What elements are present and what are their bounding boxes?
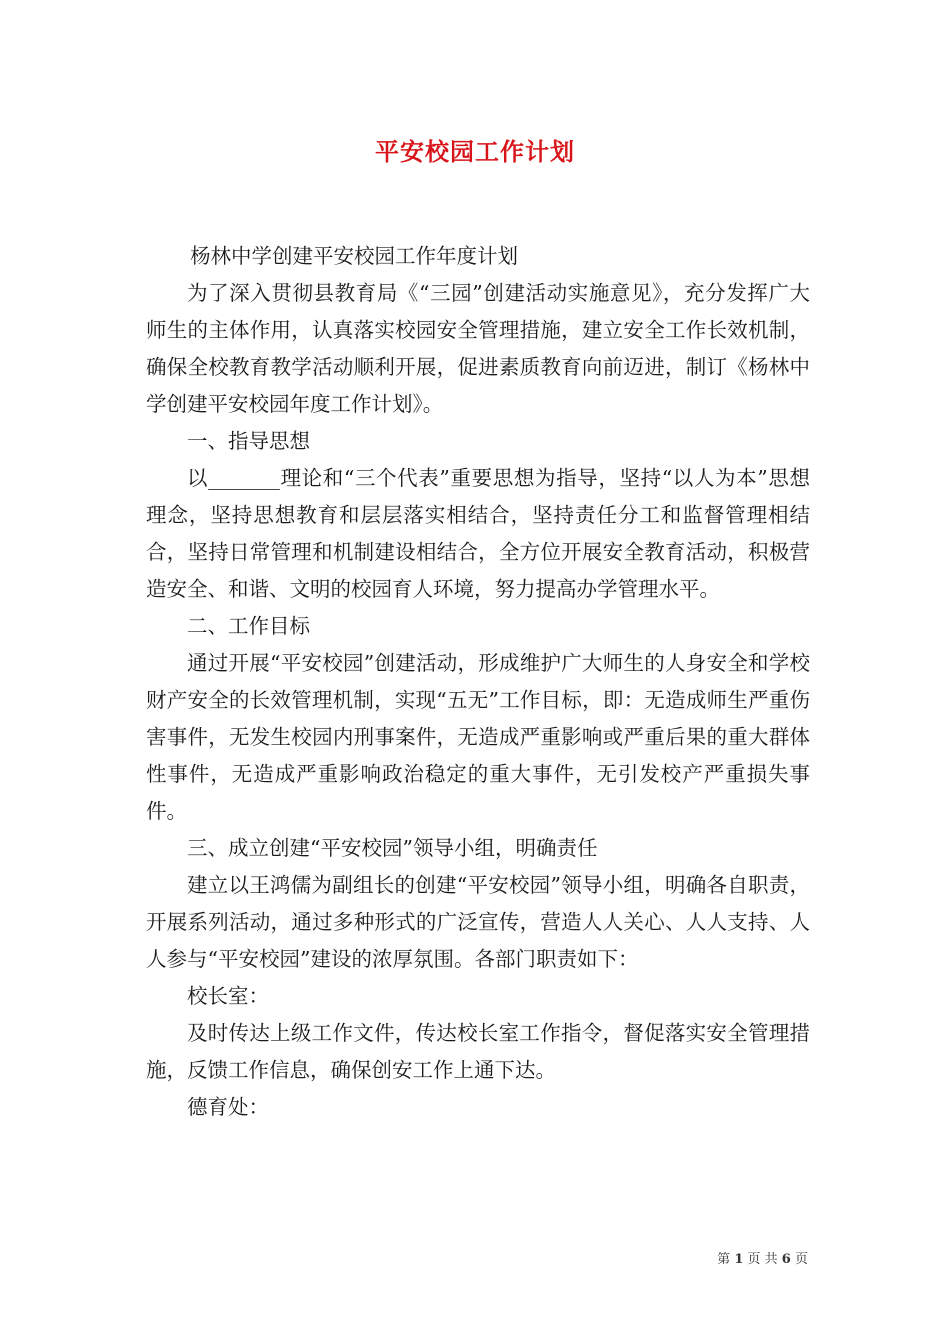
section-heading-guiding-ideology: 一、指导思想 — [187, 429, 310, 453]
current-page-number: 1 — [734, 1252, 744, 1267]
page-title: 平安校园工作计划 — [375, 137, 575, 166]
moral-education-office-heading: 德育处： — [187, 1095, 269, 1119]
principal-office-heading: 校长室： — [187, 984, 269, 1008]
document-body — [146, 238, 810, 1126]
leadership-group-paragraph: 建立以王鸿儒为副组长的创建“平安校园”领导小组，明确各自职责，开展系列活动，通过多种形式的广泛宣传，营造人人关心、人人支持、人人参与“平安校园”建设的浓厚氛围。各部门职责如下： — [146, 873, 810, 971]
intro-paragraph: 为了深入贯彻县教育局《“三园”创建活动实施意见》，充分发挥广大师生的主体作用，认真落实校园安全管理措施，建立安全工作长效机制，确保全校教育教学活动顺利开展，促进素质教育向前迈进，制订《杨林中学创建平安校园年度工作计划》。 — [146, 281, 810, 416]
work-goals-paragraph: 通过开展“平安校园”创建活动，形成维护广大师生的人身安全和学校财产安全的长效管理机制，实现“五无”工作目标，即：无造成师生严重伤害事件，无发生校园内刑事案件，无造成严重影响或严重后果的重大群体性事件，无造成严重影响政治稳定的重大事件，无引发校产严重损失事件。 — [146, 651, 810, 823]
page-footer — [717, 1248, 808, 1267]
footer-suffix: 页 — [794, 1252, 808, 1267]
section-heading-work-goals: 二、工作目标 — [187, 614, 310, 638]
principal-office-paragraph: 及时传达上级工作文件，传达校长室工作指令，督促落实安全管理措施，反馈工作信息，确保创安工作上通下达。 — [146, 1021, 810, 1082]
footer-prefix: 第 — [717, 1252, 731, 1267]
total-pages-number: 6 — [781, 1252, 791, 1267]
footer-middle: 页 共 — [747, 1252, 778, 1267]
guiding-ideology-paragraph: 以_______理论和“三个代表”重要思想为指导，坚持“以人为本”思想理念，坚持思想教育和层层落实相结合，坚持责任分工和监督管理相结合，坚持日常管理和机制建设相结合，全方位开展安全教育活动，积极营造安全、和谐、文明的校园育人环境，努力提高办学管理水平。 — [146, 466, 810, 601]
section-heading-leadership-group: 三、成立创建“平安校园”领导小组，明确责任 — [187, 836, 598, 860]
plan-subtitle: 杨林中学创建平安校园工作年度计划 — [190, 244, 519, 268]
